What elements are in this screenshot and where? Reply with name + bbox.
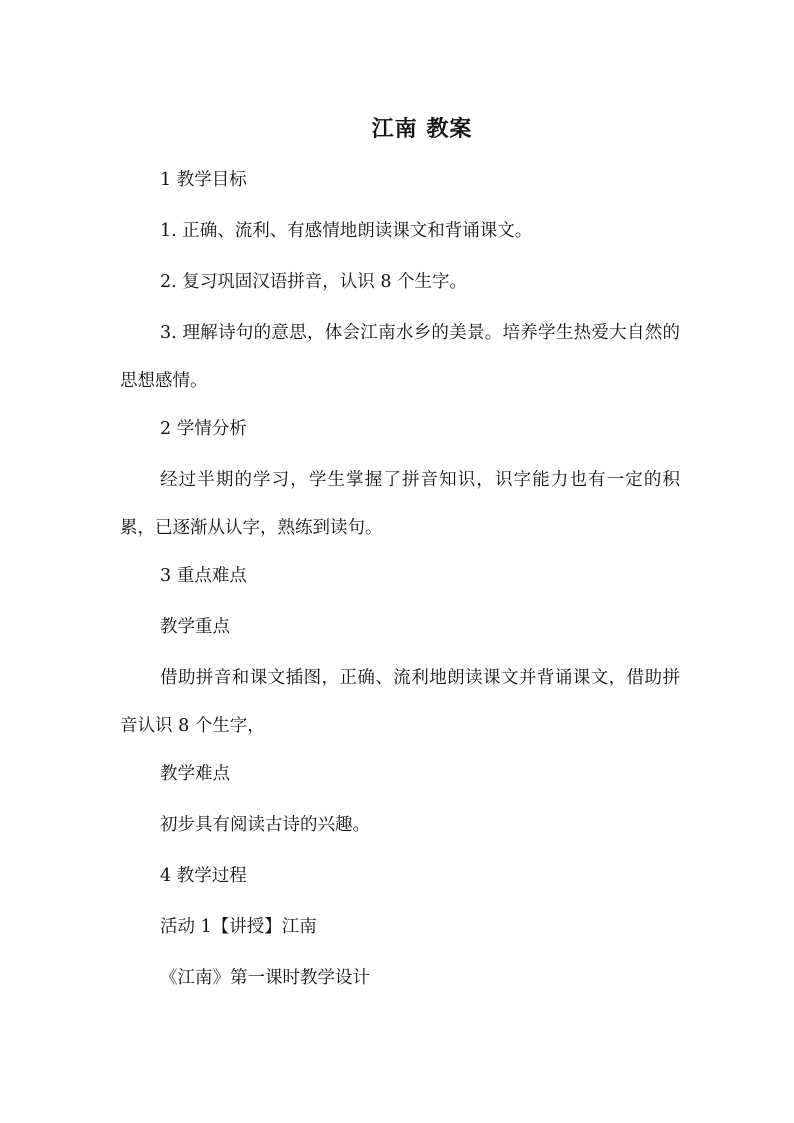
paragraph-lesson-design: 《江南》第一课时教学设计 [160,968,370,988]
document-title: 江南 教案 [371,116,473,142]
subheading-difficulties: 教学难点 [160,764,230,784]
paragraph-objective-1: 1. 正确、流利、有感情地朗读课文和背诵课文。 [160,221,533,241]
paragraph-key-points: 借助拼音和课文插图，正确、流利地朗读课文并背诵课文，借助拼音认识 8 个生字， [120,668,680,736]
paragraph-difficulties: 初步具有阅读古诗的兴趣。 [160,815,370,835]
paragraph-objective-3: 3. 理解诗句的意思，体会江南水乡的美景。培养学生热爱大自然的思想感情。 [120,323,680,391]
subheading-key-points: 教学重点 [160,617,230,637]
section-heading-analysis: 2 学情分析 [160,419,247,439]
paragraph-analysis: 经过半期的学习，学生掌握了拼音知识，识字能力也有一定的积累，已逐渐从认字，熟练到读句。 [120,470,680,538]
section-heading-key-points: 3 重点难点 [160,566,247,586]
section-heading-process: 4 教学过程 [160,866,247,886]
paragraph-activity-1: 活动 1【讲授】江南 [160,917,317,937]
section-heading-objectives: 1 教学目标 [160,170,247,190]
paragraph-objective-2: 2. 复习巩固汉语拼音，认识 8 个生字。 [160,272,468,292]
